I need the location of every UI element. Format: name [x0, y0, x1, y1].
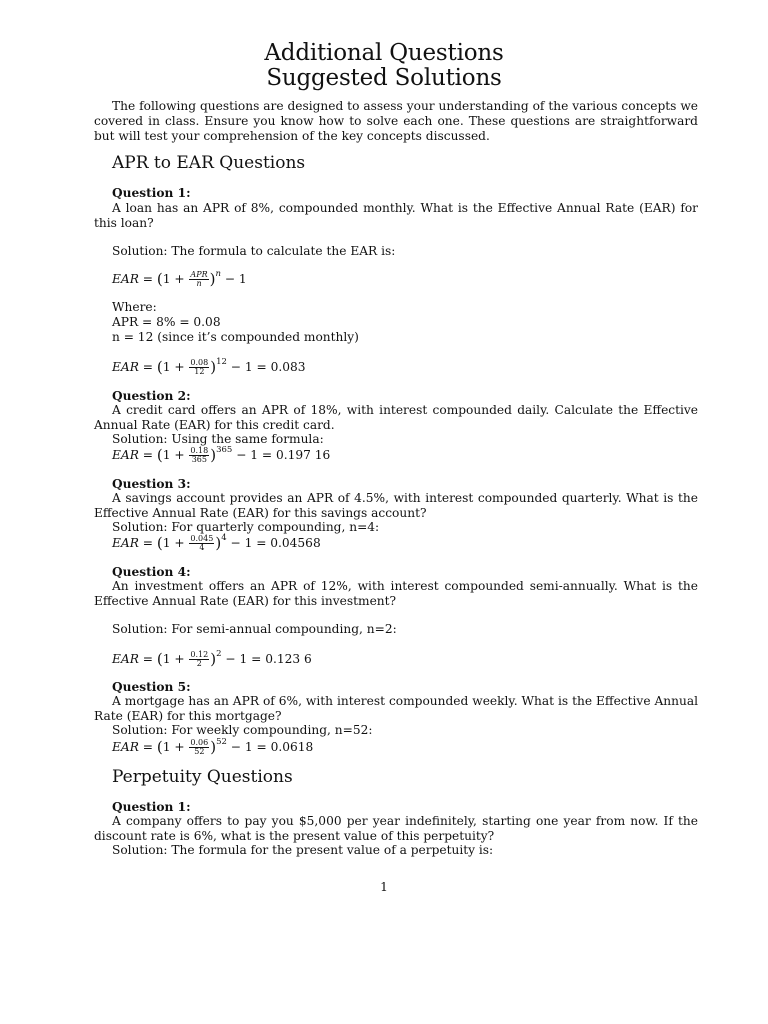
q3-result: 0.04568	[270, 536, 321, 550]
intro-paragraph	[94, 99, 698, 143]
q5-text: A mortgage has an APR of 6%, with interest compounded weekly. What is the Effective Annual Rate (EAR) for this mortgage?	[94, 694, 698, 723]
q1-text	[94, 201, 698, 231]
q5-calc-fraction: $\frac{0.06}{52}$	[190, 738, 209, 756]
q2-result: 0.197 16	[276, 448, 331, 462]
q1-question: A loan has an APR of 8%, compounded monthly. What is the Effective Annual Rate (EAR) for this loan?	[94, 201, 698, 230]
q1-formula-exponent: n	[215, 269, 221, 279]
section-heading-perpetuity: Perpetuity Questions	[112, 767, 293, 787]
q2-calculation: EAR = (1 + $\frac{0.18}{365}$ )$^{365}$ − 1 = 0.197 16	[112, 445, 331, 464]
q3-calc-fraction: $\frac{0.045}{4}$	[190, 534, 214, 552]
perp-q1-solution: Solution: The formula for the present value of a perpetuity is:	[112, 843, 494, 857]
q2-label: Question 2:	[112, 389, 191, 403]
q3-text: A savings account provides an APR of 4.5%, with interest compounded quarterly. What is the Effective Annual Rate (EAR) for this savings account?	[94, 491, 698, 520]
perp-q1-text: A company offers to pay you $5,000 per year indefinitely, starting one year from now. If the discount rate is 6%, what is the present value of this perpetuity?	[94, 814, 698, 843]
q4-solution: Solution: For semi-annual compounding, n=2:	[112, 622, 397, 636]
q1-solution-intro: Solution: The formula to calculate the EAR is:	[112, 244, 396, 258]
q5-calculation: EAR = (1 + $\frac{0.06}{52}$ )$^{52}$ − 1 = 0.0618	[112, 737, 314, 756]
q1-calculation: EAR = (1 + $\frac{0.08}{12}$ )$^{12}$ − 1 = 0.083	[112, 357, 306, 376]
title-line-2: Suggested Solutions	[266, 65, 502, 91]
q1-apr-line: APR = 8% = 0.08	[112, 315, 221, 329]
q1-where: Where:	[112, 300, 157, 314]
q1-formula-lhs: EAR	[112, 272, 139, 286]
title-line-1: Additional Questions	[264, 40, 504, 66]
q1-general-formula: EAR = (1 + $\frac{\text{APR}}{n}$ )$^n$ − 1	[112, 269, 247, 288]
q2-calc-fraction: $\frac{0.18}{365}$	[190, 446, 209, 464]
q4-calc-fraction: $\frac{0.12}{2}$	[190, 650, 209, 668]
q2-text: A credit card offers an APR of 18%, with interest compounded daily. Calculate the Effective Annual Rate (EAR) for this credit card.	[94, 403, 698, 432]
q3-solution: Solution: For quarterly compounding, n=4:	[112, 520, 380, 534]
perp-q1-label: Question 1:	[112, 800, 191, 814]
page-number: 1	[380, 880, 388, 894]
q3-label: Question 3:	[112, 477, 191, 491]
q1-formula-fraction: $\frac{\text{APR}}{n}$	[190, 270, 208, 288]
q4-text: An investment offers an APR of 12%, with interest compounded semi-annually. What is the Effective Annual Rate (EAR) for this investment?	[94, 579, 698, 608]
q1-n-line: n = 12 (since it’s compounded monthly)	[112, 330, 359, 344]
q2-solution: Solution: Using the same formula:	[112, 432, 324, 446]
q1-label: Question 1:	[112, 186, 191, 200]
q5-solution: Solution: For weekly compounding, n=52:	[112, 723, 373, 737]
intro-text: The following questions are designed to assess your understanding of the various concepts we covered in class. Ensure you know how to solve each one. These questions are straightforward but will test your comprehension of the key concepts discussed.	[94, 99, 698, 143]
q4-result: 0.123 6	[265, 652, 312, 666]
q5-label: Question 5:	[112, 680, 191, 694]
q4-calculation: EAR = (1 + $\frac{0.12}{2}$ )$^2$ − 1 = 0.123 6	[112, 649, 312, 668]
q4-label: Question 4:	[112, 565, 191, 579]
q5-result: 0.0618	[270, 740, 314, 754]
q1-result: 0.083	[270, 360, 306, 374]
q3-calculation: EAR = (1 + $\frac{0.045}{4}$ )$^4$ − 1 = 0.04568	[112, 533, 321, 552]
section-heading-apr-ear: APR to EAR Questions	[112, 153, 306, 173]
q1-calc-fraction: $\frac{0.08}{12}$	[190, 358, 209, 376]
